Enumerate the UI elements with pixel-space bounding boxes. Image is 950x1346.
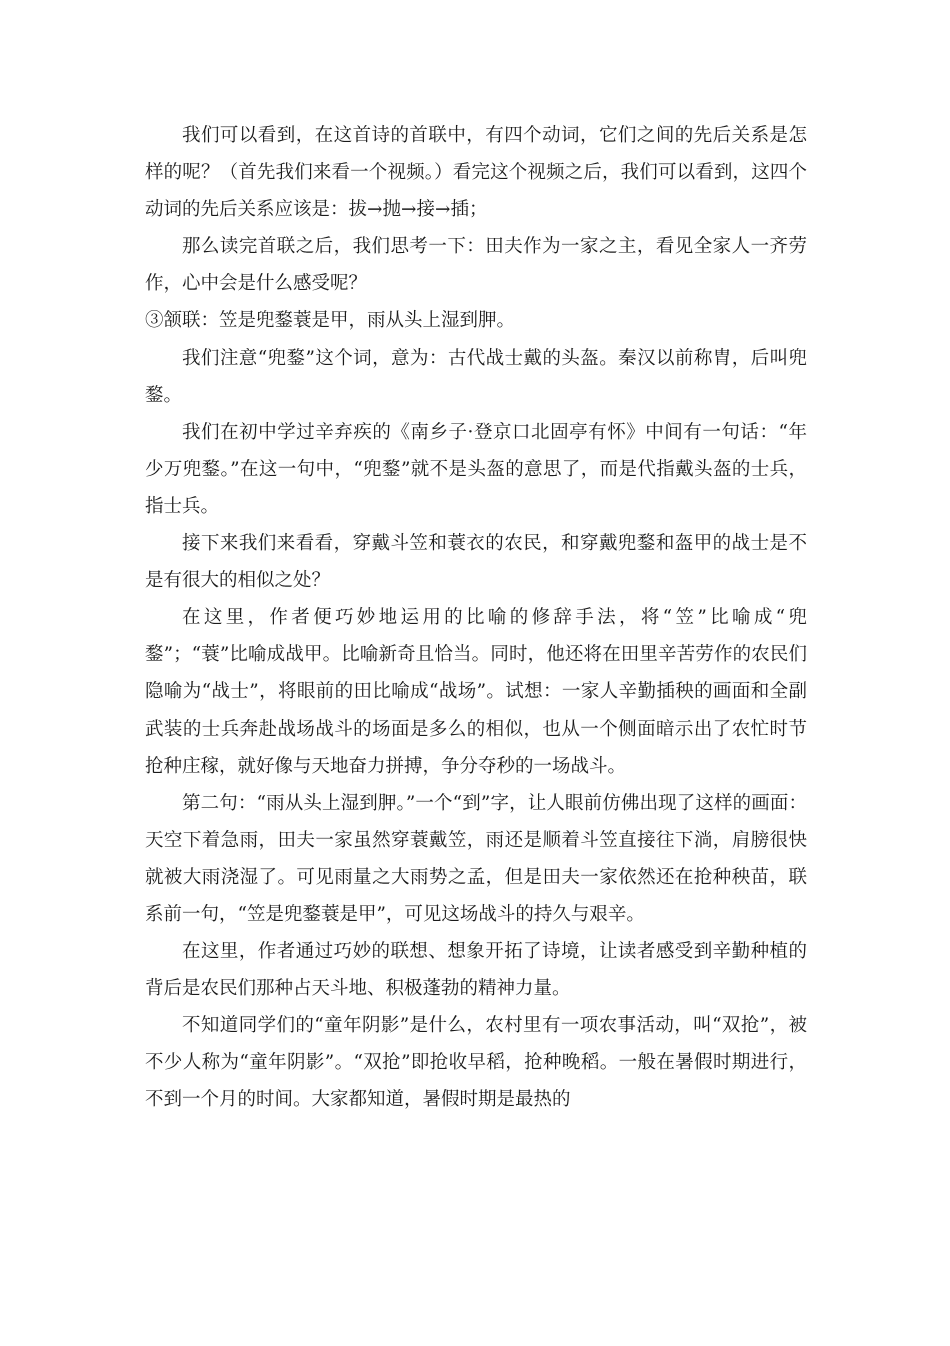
paragraph: 我们可以看到，在这首诗的首联中，有四个动词，它们之间的先后关系是怎样的呢？（首先我们来看一个视频。）看完这个视频之后，我们可以看到，这四个动词的先后关系应该是：拔→抛→接→插； (145, 125, 807, 221)
paragraph: 在这里，作者通过巧妙的联想、想象开拓了诗境，让读者感受到辛勤种植的背后是农民们那种占天斗地、积极蓬勃的精神力量。 (145, 941, 807, 1000)
paragraph: 我们在初中学过辛弃疾的《南乡子·登京口北固亭有怀》中间有一句话：“年少万兜鍪。”在这一句中，“兜鍪”就不是头盔的意思了，而是代指戴头盔的士兵，指士兵。 (145, 421, 807, 517)
paragraph: 第二句：“雨从头上湿到胛。”一个“到”字，让人眼前仿佛出现了这样的画面：天空下着急雨，田夫一家虽然穿蓑戴笠，雨还是顺着斗笠直接往下淌，肩膀很快就被大雨浇湿了。可见雨量之大雨势之孟，但是田夫一家依然还在抢种秧苗，联系前一句，“笠是兜鍪蓑是甲”，可见这场战斗的持久与艰辛。 (145, 792, 807, 925)
paragraph: 接下来我们来看看，穿戴斗笠和蓑衣的农民，和穿戴兜鍪和盔甲的战士是不是有很大的相似之处？ (145, 533, 807, 592)
document-body (145, 117, 807, 1119)
paragraph: 在这里，作者便巧妙地运用的比喻的修辞手法，将“笠”比喻成“兜鍪”；“蓑”比喻成战甲。比喻新奇且恰当。同时，他还将在田里辛苦劳作的农民们隐喻为“战士”，将眼前的田比喻成“战场”。试想：一家人辛勤插秧的画面和全副武装的士兵奔赴战场战斗的场面是多么的相似，也从一个侧面暗示出了农忙时节抢种庄稼，就好像与天地奋力拼搏，争分夺秒的一场战斗。 (145, 607, 807, 777)
paragraph: 不知道同学们的“童年阴影”是什么，农村里有一项农事活动，叫“双抢”，被不少人称为“童年阴影”。“双抢”即抢收早稻，抢种晚稻。一般在暑假时期进行，不到一个月的时间。大家都知道，暑假时期是最热的 (145, 1015, 807, 1111)
paragraph: 那么读完首联之后，我们思考一下：田夫作为一家之主，看见全家人一齐劳作，心中会是什么感受呢？ (145, 236, 807, 295)
section-heading: ③颔联：笠是兜鍪蓑是甲，雨从头上湿到胛。 (145, 310, 516, 332)
paragraph: 我们注意“兜鍪”这个词，意为：古代战士戴的头盔。秦汉以前称胄，后叫兜鍪。 (145, 347, 807, 406)
